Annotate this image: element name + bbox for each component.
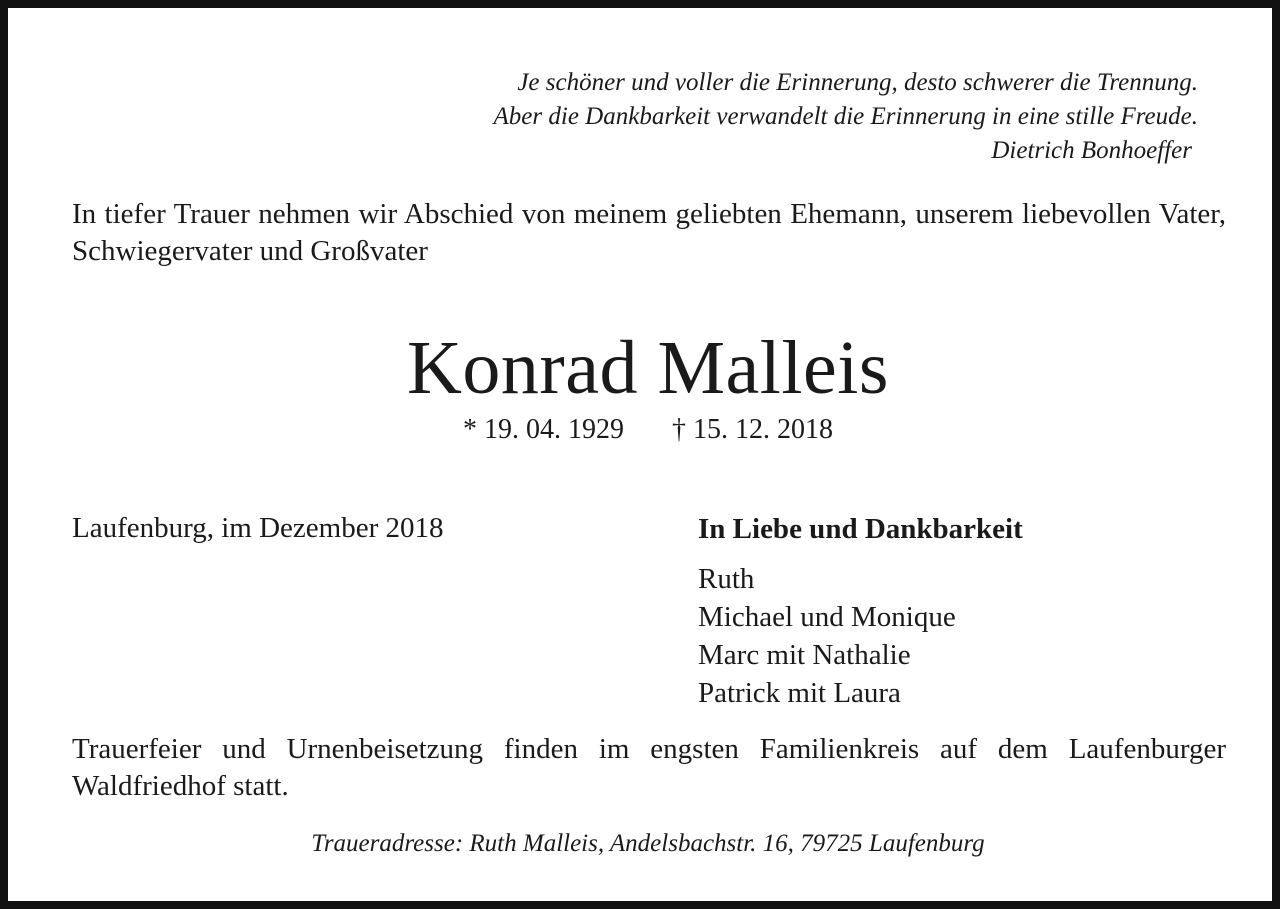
intro-text: In tiefer Trauer nehmen wir Abschied von meinem geliebten Ehemann, unserem liebevollen Vater, Schwiegervater und Großvater xyxy=(72,198,1226,267)
place-and-date: Laufenburg, im Dezember 2018 xyxy=(72,512,444,544)
mourners-heading: In Liebe und Dankbarkeit xyxy=(698,513,1023,545)
deceased-name: Konrad Malleis xyxy=(407,326,889,410)
birth-date: * 19. 04. 1929 xyxy=(463,414,624,445)
mourner-name: Michael und Monique xyxy=(698,601,956,633)
death-date: † 15. 12. 2018 xyxy=(672,414,833,445)
mourner-name: Patrick mit Laura xyxy=(698,677,901,709)
quote-line-2: Aber die Dankbarkeit verwandelt die Erinnerung in eine stille Freude. xyxy=(493,103,1198,130)
quote-author: Dietrich Bonhoeffer xyxy=(991,137,1192,164)
mourner-name: Ruth xyxy=(698,563,755,595)
life-dates xyxy=(8,412,1280,448)
quote-block xyxy=(338,66,1198,168)
ceremony-text: Trauerfeier und Urnenbeisetzung finden im engsten Familienkreis auf dem Laufenburger Waldfriedhof statt. xyxy=(72,733,1226,802)
quote-line-1: Je schöner und voller die Erinnerung, desto schwerer die Trennung. xyxy=(517,69,1198,96)
mourning-address: Traueradresse: Ruth Malleis, Andelsbachstr. 16, 79725 Laufenburg xyxy=(311,830,985,857)
mourner-name: Marc mit Nathalie xyxy=(698,639,911,671)
mourners-block xyxy=(698,510,1023,712)
